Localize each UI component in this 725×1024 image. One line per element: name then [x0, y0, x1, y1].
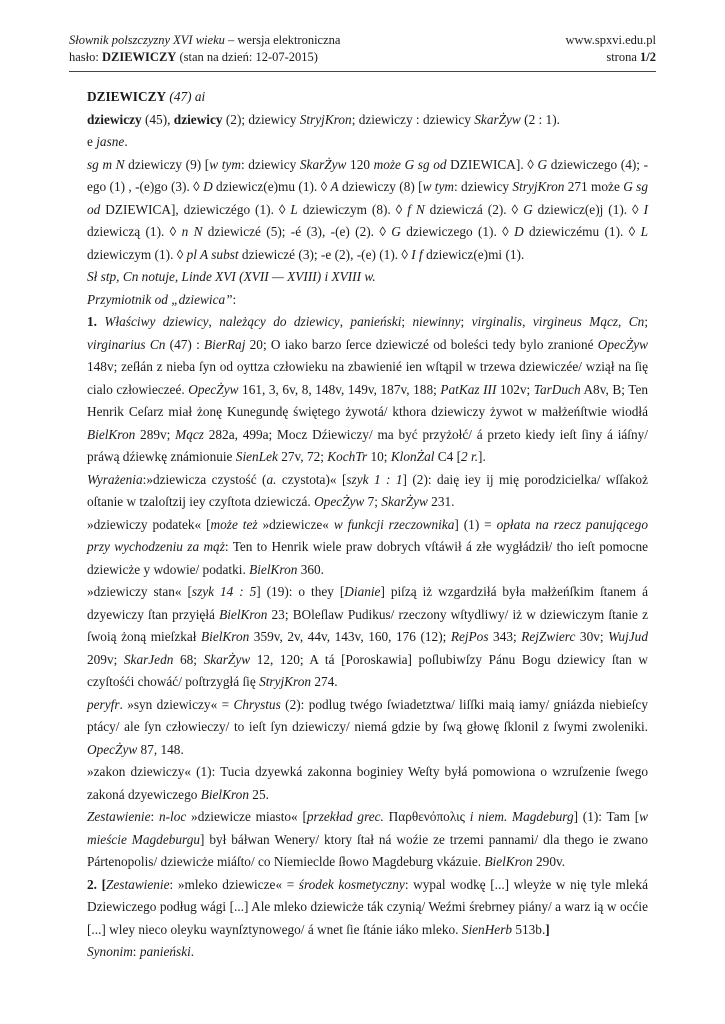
entry-info [69, 49, 318, 66]
page-indicator [606, 49, 656, 66]
synonym-paragraph: Synonim: panieński. [87, 944, 195, 959]
compound-miasto: Zestawienie: n-loc »dziewicze miasto« [przekład grec. Παρθενόπολις i niem. Magdeburg] (1): Tam [w mieście Magdeburgu] był báłwan Wenery/ ktory ſtał ná woźie ze trzemi pannami/ dla thego ie zwano Pártenopolis/ dziewicże miáſto/ co Niemieclde ſłowo Magdeburg vkázuie. BielKron 290v. [87, 809, 648, 869]
expression-syn: peryfr. »syn dziewiczy« = Chrystus (2): podlug twégo ſwiadetztwa/ liſſki maią iamy/ gniázda niebieſcy ptácy/ ale ſyn człowieczy/ to ieſt ſyn dziewiczy/ niemá gdzie by ſwą głowę ſklonil z ſwymi zwoleniki. OpecŻyw 87, 148. [87, 696, 648, 757]
site-url[interactable]: www.spxvi.edu.pl [565, 33, 656, 47]
page-header [69, 32, 656, 66]
dictionary-title-rest: – wersja elektroniczna [224, 33, 341, 47]
headword: DZIEWICZY [87, 89, 167, 104]
pronunciation-paragraph: e jasne. [87, 134, 128, 149]
sense-1-paragraph: 1. Właściwy dziewicy, należący do dziewicy, panieński; niewinny; virginalis, virgineus Mącz, Cn; virginarius Cn (47) : BierRaj 20; O iako barzo ſerce dziewiczé od boleści tedy bylo zranioné OpecŻyw 148v; zeſłán z nieba ſyn od oyttza człowieku na zbawienié ien wſtąpil w trzewa dziewiczée/ wziął na ſię cialo człowieczeé. OpecŻyw 161, 3, 6v, 8, 148v, 149v, 187v, 188; PatKaz III 102v; TarDuch A8v, B; Ten Henrik Ceſarz miał żonę Kunegundę świętego żywotá/ kthora dziewiczy żywot w małżeńſtwie wiodłá BielKron 289v; Mącz 282a, 499a; Mocz Dźiewiczy/ ma być przyżołć/ á przeto kiedy ieſt ſiny á iáſny/ práwą dźiewkę známionuie SienLek 27v, 72; KochTr 10; KlonŻal C4 [2 r.]. [87, 314, 649, 464]
page-label: strona [606, 50, 641, 64]
haslo-word: DZIEWICZY [101, 50, 177, 64]
sense-2-paragraph: 2. [Zestawienie: »mleko dziewicze« = środek kosmetyczny: wypal wodkę [...] wleyże w nię tyle mleká Dziewiczego podług wági [...] Ale mleko dziewicże ták czynią/ Weźmi śrebrney piány/ a warz ią w ocćie [...] wley nieco oleyku waynſztynowego/ á wnet ſie ſtánie iáko mleko. SienHerb 513b.] [87, 876, 648, 937]
dictionaries-paragraph: Sł stp, Cn notuje, Linde XVI (XVII — XVIII) i XVIII w. [87, 269, 376, 284]
forms-paragraph: dziewiczy (45), dziewicy (2); dziewicy StryjKron; dziewiczy : dziewicy SkarŻyw (2 : 1). [87, 111, 560, 127]
header-rule [69, 71, 656, 72]
headword-count: (47) ai [166, 89, 206, 104]
entry-body [87, 86, 648, 964]
expression-stan: »dziewiczy stan« [szyk 14 : 5] (19): o they [Dianie] piſzą iż wzgardziłá była małżeńſkim ſtanem á dzyewiczy ſtan przyięłá BielKron 23; BOleſlaw Pudikus/ rzeczony wſtydliwy/ iż w dziewiczym ſtanie z ſwoią żoną mieſzkał BielKron 359v, 2v, 44v, 143v, 160, 176 (12); RejPos 343; RejZwierc 30v; WujJud 209v; SkarJedn 68; SkarŻyw 12, 120; A tá [Poroskawia] poſlubiwſzy Pánu Bogu dziewicy ſtan w czyſtośći chowáć/ poſtrzygłá ſię StryjKron 274. [87, 584, 648, 689]
dictionary-title-italic: Słownik polszczyzny XVI wieku [69, 33, 225, 47]
expression-zakon: »zakon dziewiczy« (1): Tucia dzyewká zakonna boginiey Weſty byłá pomowiona o wzruſzenie ſwego zakoná dzyewiczego BielKron 25. [87, 764, 648, 802]
header-row-2 [69, 49, 656, 66]
page-number: 1/2 [640, 50, 656, 64]
entry-headline [87, 86, 648, 109]
expression-czystosc: Wyrażenia:»dziewicza czystość (a. czystota)« [szyk 1 : 1] (2): daię iey ij mię porodzicielka/ wſſakoż oſtanie w tzaloſtzij iey czyſtota dziewiczá. OpecŻyw 7; SkarŻyw 231. [87, 471, 648, 509]
inflection-paragraph: sg m N dziewiczy (9) [w tym: dziewicy SkarŻyw 120 może G sg od DZIEWICA]. ◊ G dziewiczego (4); -ego (1) , -(e)go (3). ◊ D dziewicz(e)mu (1). ◊ A dziewiczy (8) [w tym: dziewicy StryjKron 271 może G sg od DZIEWICA], dziewiczégo (1). ◊ L dziewiczym (8). ◊ f N dziewiczá (2). ◊ G dziewicz(e)j (1). ◊ I dziewiczą (1). ◊ n N dziewiczé (5); -é (3), -(e) (2). ◊ G dziewiczego (1). ◊ D dziewiczému (1). ◊ L dziewiczym (1). ◊ pl A subst dziewiczé (3); -e (2), -(e) (1). ◊ I f dziewicz(e)mi (1). [87, 156, 649, 262]
header-row-1 [69, 32, 656, 49]
expression-podatek: »dziewiczy podatek« [może też »dziewicze« w funkcji rzeczownika] (1) = opłata na rzecz panującego przy wychodzeniu za mąż: Ten to Henrik wiele praw dobrych vſtáwił á złe wygłádził/ tho ieſt pomocne dziewicże y wdowie/ podatki. BielKron 360. [87, 516, 648, 577]
haslo-status: (stan na dzień: 12-07-2015) [176, 50, 318, 64]
haslo-label: hasło: [69, 50, 102, 64]
dictionary-title [69, 32, 340, 49]
etymology-paragraph: Przymiotnik od „dziewica”: [87, 291, 237, 307]
